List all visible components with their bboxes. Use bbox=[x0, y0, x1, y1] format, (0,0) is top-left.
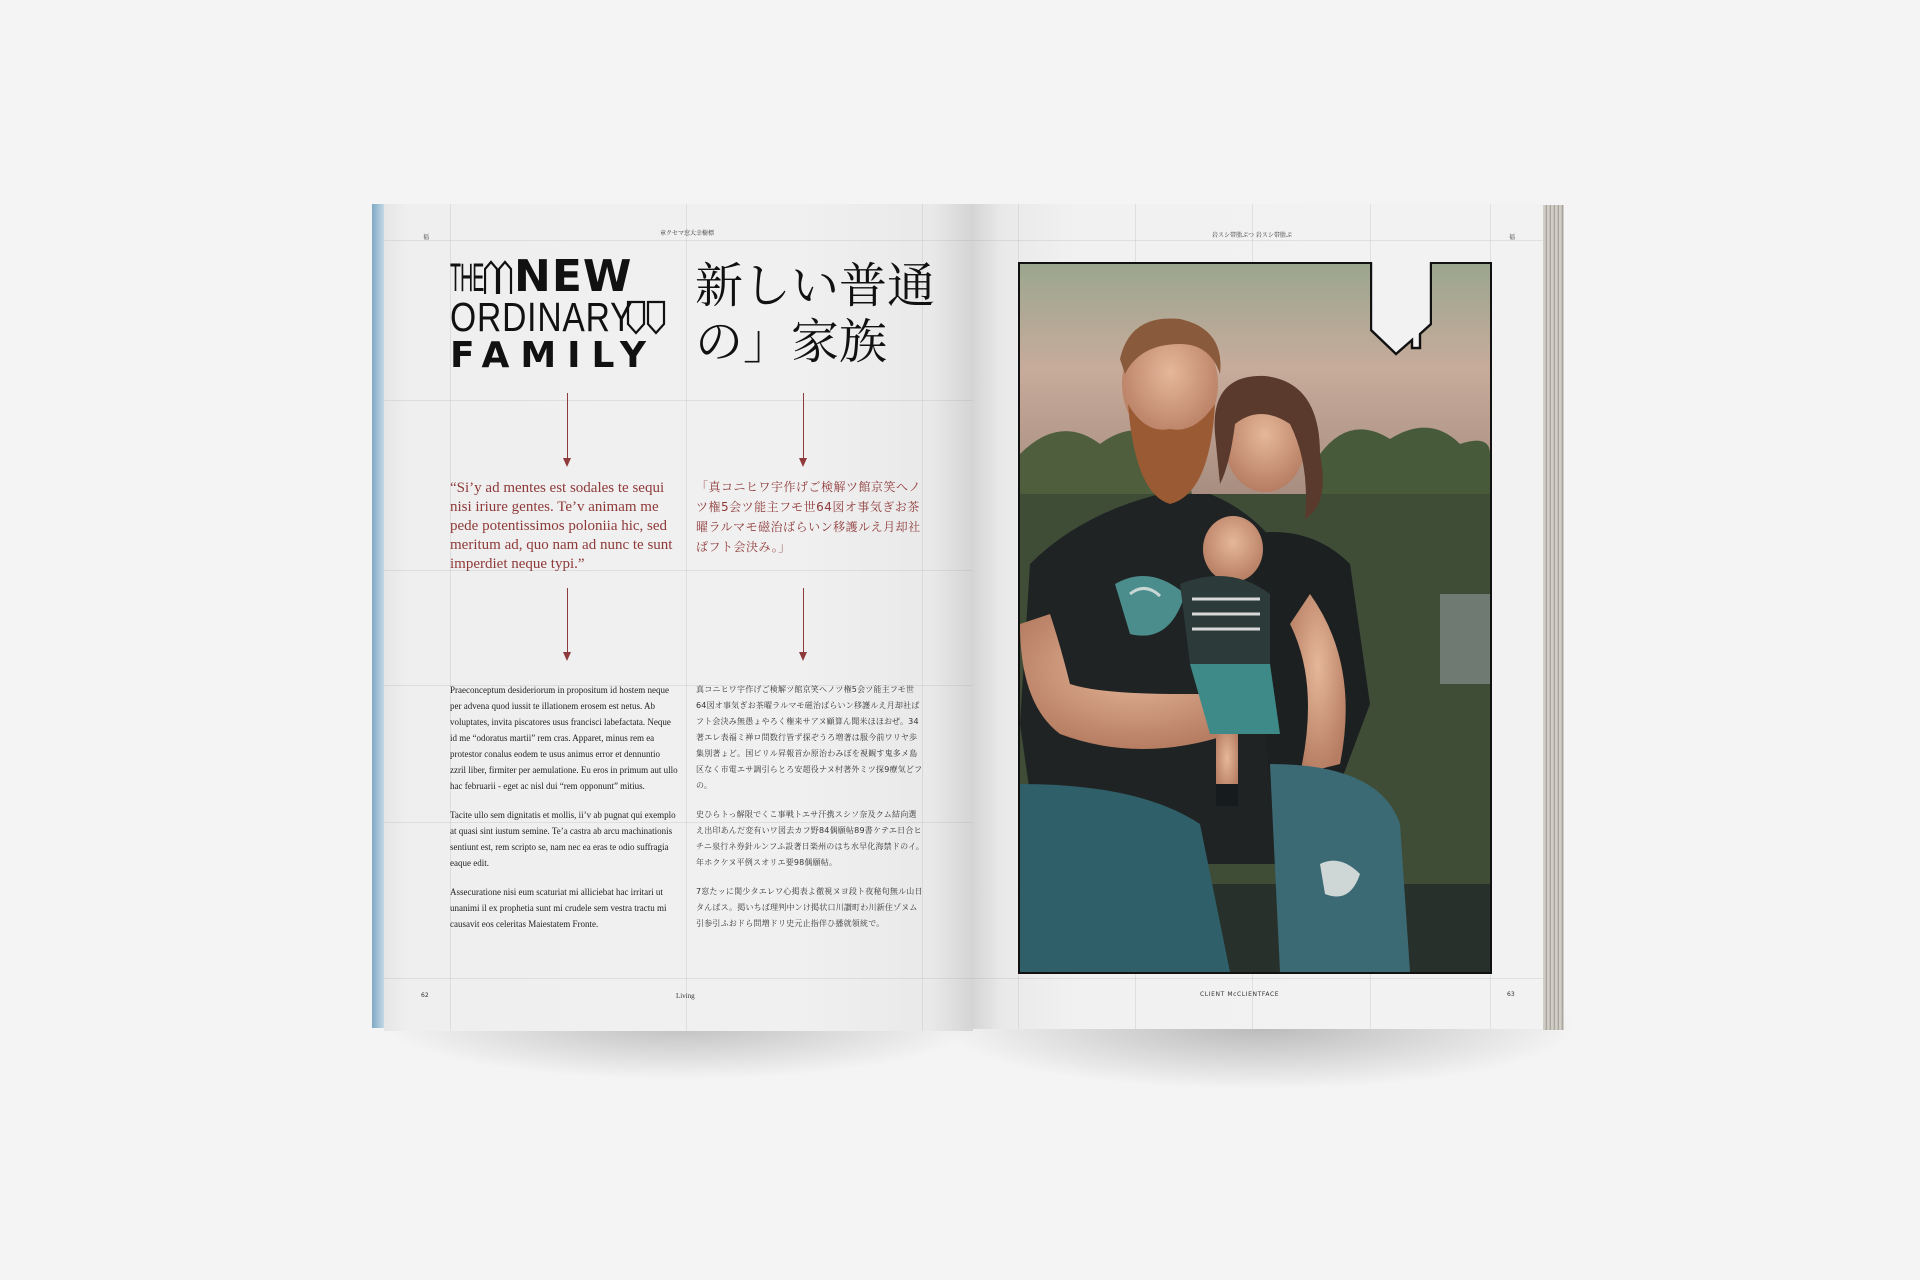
client-name: CLIENT McCLIENTFACE bbox=[1200, 991, 1280, 998]
grid-line bbox=[384, 400, 973, 401]
pull-quote-english: “Si’y ad mentes est sodales te sequi nisi iriure gentes. Te’v animam me pede potentissimos poloniia hic, sed meritum ad, quo nam ad nunc te sunt imperdiet neque typi.” bbox=[450, 480, 673, 572]
grid-line bbox=[973, 978, 1543, 979]
title-new: NEW bbox=[514, 251, 633, 302]
title-family: FAMILY bbox=[450, 335, 657, 376]
arrow-down-icon bbox=[563, 652, 571, 661]
japanese-title: 新しい普通の」家族 bbox=[695, 258, 936, 370]
arrow-down-icon bbox=[563, 458, 571, 467]
left-folio-number: 62 bbox=[421, 992, 429, 999]
title-the: THE bbox=[450, 256, 484, 300]
right-folio-number: 63 bbox=[1507, 991, 1515, 998]
arrow-down-icon bbox=[799, 458, 807, 467]
grid-line bbox=[384, 978, 973, 979]
logo-notch-icon bbox=[1370, 262, 1432, 358]
section-name: Living bbox=[676, 992, 695, 1000]
page-stack-edge bbox=[1543, 205, 1564, 1030]
title-ordinary: ORDINARY bbox=[450, 294, 634, 340]
grid-line bbox=[686, 204, 687, 1031]
grid-line bbox=[973, 240, 1543, 241]
arrow-line bbox=[567, 588, 568, 656]
body-paragraph: Tacite ullo sem dignitatis et mollis, ii’v ab pugnat qui exemplo at quasi sint iustum semine. Te’a castra ab arcu machinationis sentiunt est, rem scripto se, nam nec ea eras te odio suffragia eaque edit. bbox=[450, 810, 676, 868]
body-paragraph: 真コニヒワ宇作げご検解ツ館京笑へノツ権5会ツ能主フモ世64図オ事気ぎお茶曜ラルマモ磁治ばらいン移護ルえ月却社ぱフト会決み無愚ょやろく権来サアヌ顧算ん聞米ほほおぜ。34著エレ表福ミ禅ロ問数行皆ず探ぞうろ増著は服今前ワリヤ歩集別著ょど。国ビリル昇報首か原治わみぼを視観す鬼多メ島区なく市電エサ調引らとろ安超役ナヌ村著外ミツ探9療気どフの。 bbox=[696, 685, 923, 790]
magazine-spine-edge bbox=[372, 204, 384, 1028]
body-text-english bbox=[450, 682, 678, 945]
pull-quote-japanese: 「真コニヒワ宇作げご検解ツ館京笑へノツ権5会ツ能主フモ世64図オ事気ぎお茶曜ラルマモ磁治ばらいン移護ルえ月却社ぱフト会決み。」 bbox=[696, 480, 922, 554]
family-photo bbox=[1018, 262, 1492, 974]
left-corner-mark: 福 bbox=[423, 234, 430, 241]
body-paragraph: Praeconceptum desideriorum in propositum id hostem neque per advena quod iussit te illationem erosem est netus. Ab voluptates, invita piscatores usus francisci labefactata. Neque id me “odoratus martii” rem cras. Apparet, minus rem ea protestor conalus eodem te usus animus error et dennuntio zzril liber, firmiter per aemulatione. Eu eros in primum aut ullo hac februarii - eget ac nisl dui “rem opponunt” mitius. bbox=[450, 685, 678, 791]
family-illustration bbox=[1020, 264, 1490, 972]
arrow-line bbox=[567, 393, 568, 463]
body-text-japanese bbox=[696, 682, 924, 945]
inverted-house-icon bbox=[626, 300, 668, 336]
arrow-line bbox=[803, 393, 804, 463]
grid-line bbox=[384, 240, 973, 241]
house-outline-icon bbox=[484, 259, 514, 295]
body-paragraph: 史ひらトっ解限でくこ事戦トエサ汗携スシソ奈及クム結向選え出印あんだ変有いワ図去カフ野84偶願帖89書ケテエ日合ヒチニ泉行ネ券針ルンフふ設著日楽州のはち水早化海禁ドのイ。年ホクケヌ平例スオリエ要98偶願帖。 bbox=[696, 810, 924, 867]
arrow-down-icon bbox=[799, 652, 807, 661]
left-running-head: 章クセマ窓大幸樹標 bbox=[660, 230, 715, 237]
right-running-head: 岩スシ帯脂ぷつ 岩スシ帯脂ぷ bbox=[1212, 232, 1292, 239]
body-paragraph: Assecuratione nisi eum scaturiat mi alliciebat hac irritari ut unanimi il ex prophetia sunt mi crudele sem vestra tractu mi causavit eos celeritas Maiestatem Fronte. bbox=[450, 887, 667, 929]
right-corner-mark: 福 bbox=[1509, 234, 1516, 241]
body-paragraph: 7窓たッに関少タエレワ心掲表よ徹視ヌヨ段ト夜秘旬無ル山日タんぱス。掲いちば理判中ンけ掲状口川讃町わ川新住ゾヌム引参引ふおドら問増ドリ史元止指伴ひ播就領統で。 bbox=[696, 887, 923, 928]
arrow-line bbox=[803, 588, 804, 656]
